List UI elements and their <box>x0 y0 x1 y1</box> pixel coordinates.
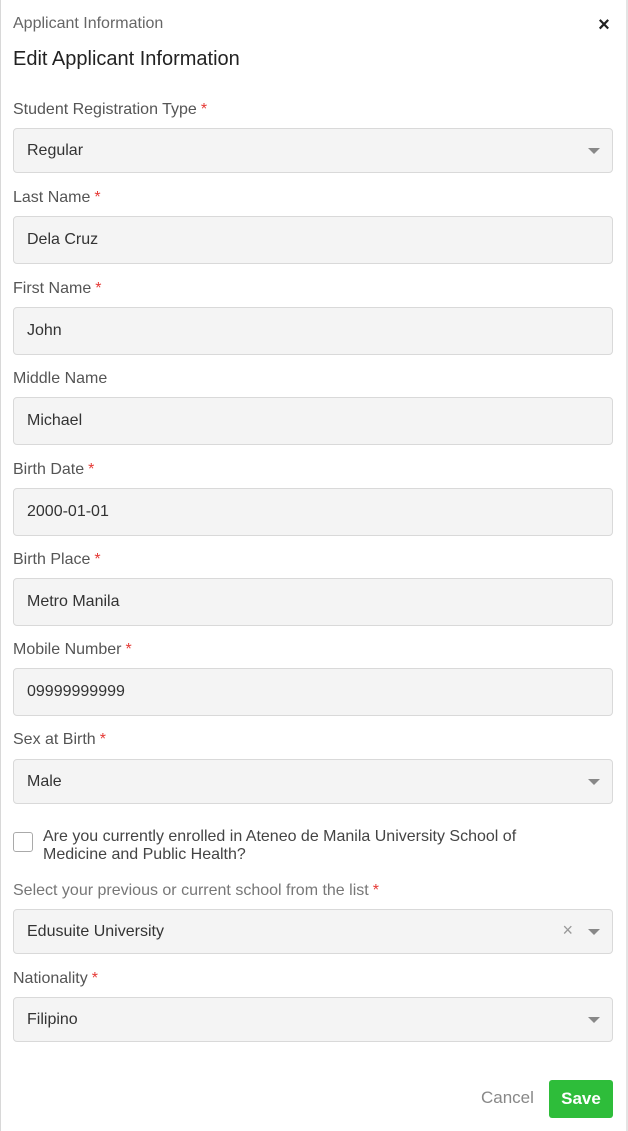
birth-place-input[interactable] <box>13 578 613 626</box>
nationality-field <box>13 969 613 1028</box>
first-name-field <box>13 279 613 339</box>
middle-name-input[interactable] <box>13 397 613 445</box>
required-mark: * <box>95 280 102 297</box>
middle-name-value: Michael <box>27 412 83 429</box>
birth-date-label: Birth Date <box>13 461 85 478</box>
sex-at-birth-field <box>13 730 613 790</box>
birth-place-label: Birth Place <box>13 551 91 568</box>
birth-place-field <box>13 550 613 610</box>
first-name-input[interactable] <box>13 307 613 355</box>
school-value: Edusuite University <box>27 923 164 940</box>
required-mark: * <box>94 551 101 568</box>
chevron-down-icon <box>588 1017 600 1023</box>
sex-at-birth-select[interactable] <box>13 759 613 804</box>
middle-name-label: Middle Name <box>13 370 108 387</box>
mobile-number-value: 09999999999 <box>27 683 125 700</box>
registration-type-label: Student Registration Type <box>13 101 197 118</box>
required-mark: * <box>88 461 95 478</box>
school-select[interactable] <box>13 909 613 954</box>
clear-icon[interactable]: × <box>562 920 573 940</box>
middle-name-field <box>13 369 613 429</box>
mobile-number-field <box>13 640 613 700</box>
cancel-button[interactable]: Cancel <box>481 1088 534 1107</box>
registration-type-field <box>13 100 613 159</box>
save-button[interactable]: Save <box>549 1080 613 1118</box>
mobile-number-input[interactable] <box>13 668 613 716</box>
birth-date-input[interactable] <box>13 488 613 536</box>
required-mark: * <box>99 731 106 748</box>
last-name-value: Dela Cruz <box>27 231 99 248</box>
birth-date-field <box>13 460 613 520</box>
modal-header-label: Applicant Information <box>13 15 164 32</box>
enrolled-checkbox-label: Are you currently enrolled in Ateneo de Manila University School of Medicine and Public Health? <box>43 828 517 863</box>
mobile-number-label: Mobile Number <box>13 641 122 658</box>
required-mark: * <box>94 189 101 206</box>
birth-place-value: Metro Manila <box>27 593 120 610</box>
nationality-label: Nationality <box>13 970 88 987</box>
edit-applicant-modal <box>1 0 626 1131</box>
last-name-label: Last Name <box>13 189 91 206</box>
chevron-down-icon <box>588 779 600 785</box>
first-name-value: John <box>27 322 62 339</box>
nationality-select[interactable] <box>13 997 613 1042</box>
school-field <box>13 881 613 940</box>
registration-type-select[interactable] <box>13 128 613 173</box>
required-mark: * <box>91 970 98 987</box>
first-name-label: First Name <box>13 280 92 297</box>
nationality-value: Filipino <box>27 1011 78 1028</box>
sex-at-birth-value: Male <box>27 773 62 790</box>
page-title: Edit Applicant Information <box>13 48 240 70</box>
sex-at-birth-label: Sex at Birth <box>13 731 96 748</box>
last-name-input[interactable] <box>13 216 613 264</box>
last-name-field <box>13 188 613 248</box>
required-mark: * <box>372 882 379 899</box>
registration-type-value: Regular <box>27 142 84 159</box>
chevron-down-icon <box>588 148 600 154</box>
required-mark: * <box>125 641 132 658</box>
school-label: Select your previous or current school from the list <box>13 882 369 899</box>
required-mark: * <box>200 101 208 118</box>
close-icon[interactable]: × <box>598 14 610 36</box>
birth-date-value: 2000-01-01 <box>27 503 109 520</box>
chevron-down-icon <box>588 929 600 935</box>
enrolled-checkbox[interactable] <box>13 832 33 852</box>
